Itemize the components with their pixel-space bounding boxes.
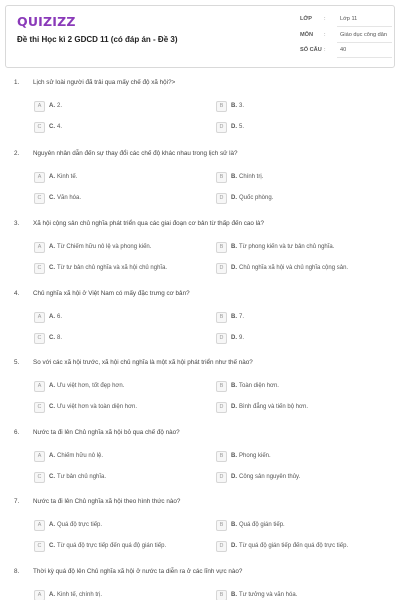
quizizz-logo: QUIZIZZ: [17, 14, 76, 29]
option-text: Từ Chiếm hữu nô lệ và phong kiến.: [57, 243, 152, 250]
option-text: Công sản nguyên thủy.: [239, 473, 301, 480]
option-checkbox[interactable]: D: [216, 263, 227, 274]
option-checkbox[interactable]: B: [216, 242, 227, 253]
option-letter: A.: [49, 173, 55, 180]
option-text: Tư tưởng và văn hóa.: [239, 591, 298, 598]
option-text: Kinh tế, chính trị.: [57, 591, 103, 598]
option-checkbox[interactable]: D: [216, 333, 227, 344]
option-letter: B.: [231, 243, 237, 250]
option-text: Tư bản chủ nghĩa.: [57, 473, 107, 480]
option-letter: B.: [231, 102, 237, 109]
question-text: Nguyên nhân dẫn đến sự thay đổi các chế độ khác nhau trong lịch sử là?: [33, 150, 238, 157]
worksheet-header: [5, 5, 395, 68]
option-letter: D.: [231, 542, 237, 549]
question-number: 3.: [14, 220, 20, 227]
option-letter: A.: [49, 243, 55, 250]
question-number: 7.: [14, 498, 20, 505]
option-checkbox[interactable]: B: [216, 381, 227, 392]
option-checkbox[interactable]: C: [34, 193, 45, 204]
meta-value: Giáo dục công dân: [340, 31, 387, 38]
option-text: Toàn diện hơn.: [239, 382, 279, 389]
option-letter: B.: [231, 382, 237, 389]
option-text: Chiếm hữu nô lệ.: [57, 452, 104, 459]
option-text: Ưu việt hơn, tốt đẹp hơn.: [57, 382, 125, 389]
worksheet-title: Đề thi Học kì 2 GDCD 11 (có đáp án - Đề 3): [17, 35, 178, 44]
option-letter: C.: [49, 264, 55, 271]
option-checkbox[interactable]: D: [216, 472, 227, 483]
question-item: [0, 150, 400, 220]
meta-value: Lớp 11: [340, 16, 358, 22]
question-text: Nước ta đi lên Chủ nghĩa xã hội theo hình thức nào?: [33, 498, 181, 505]
option-letter: D.: [231, 264, 237, 271]
option-text: Từ phong kiến và tư bản chủ nghĩa.: [239, 243, 335, 250]
option-letter: B.: [231, 452, 237, 459]
option-text: Phong kiến.: [239, 452, 271, 459]
option-letter: A.: [49, 591, 55, 598]
option-letter: B.: [231, 313, 237, 320]
option-text: 4.: [57, 123, 63, 130]
question-text: Nước ta đi lên Chủ nghĩa xã hội bỏ qua chế độ nào?: [33, 429, 180, 436]
option-text: 8.: [57, 334, 63, 341]
option-checkbox[interactable]: A: [34, 242, 45, 253]
meta-colon: :: [324, 16, 326, 22]
option-checkbox[interactable]: D: [216, 122, 227, 133]
option-text: Chủ nghĩa xã hội và chủ nghĩa cộng sản.: [239, 264, 349, 271]
question-number: 4.: [14, 290, 20, 297]
question-item: [0, 568, 400, 600]
meta-label: MÔN: [300, 31, 314, 38]
question-number: 1.: [14, 79, 20, 86]
option-letter: C.: [49, 403, 55, 410]
option-checkbox[interactable]: D: [216, 541, 227, 552]
option-letter: C.: [49, 194, 55, 201]
option-checkbox[interactable]: A: [34, 101, 45, 112]
question-item: [0, 220, 400, 290]
question-text: Chủ nghĩa xã hội ở Việt Nam có mấy đặc trưng cơ bản?: [33, 290, 190, 297]
option-checkbox[interactable]: A: [34, 312, 45, 323]
option-checkbox[interactable]: A: [34, 590, 45, 600]
question-text: Lịch sử loài người đã trải qua mấy chế độ xã hội?>: [33, 79, 176, 86]
option-text: Quốc phòng.: [239, 194, 274, 201]
question-item: [0, 290, 400, 360]
option-letter: B.: [231, 173, 237, 180]
meta-divider: [337, 42, 392, 43]
option-letter: A.: [49, 382, 55, 389]
question-item: [0, 79, 400, 149]
option-checkbox[interactable]: B: [216, 520, 227, 531]
option-checkbox[interactable]: A: [34, 451, 45, 462]
option-text: Từ tư bản chủ nghĩa và xã hội chủ nghĩa.: [57, 264, 168, 271]
option-text: Quá độ gián tiếp.: [239, 521, 285, 528]
option-text: Chính trị.: [239, 173, 264, 180]
option-checkbox[interactable]: B: [216, 101, 227, 112]
meta-value: 40: [340, 47, 347, 53]
option-checkbox[interactable]: A: [34, 381, 45, 392]
option-letter: A.: [49, 452, 55, 459]
option-letter: A.: [49, 313, 55, 320]
option-letter: A.: [49, 102, 55, 109]
option-letter: C.: [49, 542, 55, 549]
meta-divider: [337, 26, 392, 27]
option-letter: D.: [231, 473, 237, 480]
meta-row-grade: [300, 16, 392, 32]
option-checkbox[interactable]: C: [34, 402, 45, 413]
question-text: So với các xã hội trước, xã hội chủ nghĩa là một xã hội phát triển như thế nào?: [33, 359, 253, 366]
meta-colon: :: [324, 47, 326, 53]
option-text: Văn hóa.: [57, 194, 82, 201]
question-item: [0, 359, 400, 429]
option-letter: C.: [49, 473, 55, 480]
option-checkbox[interactable]: B: [216, 590, 227, 600]
option-text: Từ quá độ trực tiếp đến quá độ gián tiếp.: [57, 542, 167, 549]
option-checkbox[interactable]: C: [34, 333, 45, 344]
meta-row-subject: [300, 32, 392, 48]
question-number: 2.: [14, 150, 20, 157]
question-number: 8.: [14, 568, 20, 575]
option-letter: D.: [231, 403, 237, 410]
option-text: 7.: [239, 313, 245, 320]
question-item: [0, 429, 400, 499]
option-letter: D.: [231, 123, 237, 130]
option-checkbox[interactable]: C: [34, 541, 45, 552]
option-checkbox[interactable]: B: [216, 172, 227, 183]
option-text: 9.: [239, 334, 245, 341]
option-text: Quá độ trực tiếp.: [57, 521, 103, 528]
option-text: Kinh tế.: [57, 173, 78, 180]
question-text: Xã hội cộng sản chủ nghĩa phát triển qua các giai đoạn cơ bản từ thấp đến cao là?: [33, 220, 264, 227]
option-text: 3.: [239, 102, 245, 109]
question-text: Thời kỳ quá độ lên Chủ nghĩa xã hội ở nước ta diễn ra ở các lĩnh vực nào?: [33, 568, 243, 575]
option-text: Ưu việt hơn và toàn diện hơn.: [57, 403, 138, 410]
option-checkbox[interactable]: C: [34, 122, 45, 133]
option-letter: C.: [49, 123, 55, 130]
meta-label: SỐ CÂU: [300, 47, 322, 53]
question-item: [0, 498, 400, 568]
meta-colon: :: [324, 31, 326, 38]
option-text: Bình đẳng và tiến bộ hơn.: [239, 403, 308, 410]
meta-row-count: [300, 47, 392, 63]
option-checkbox[interactable]: D: [216, 402, 227, 413]
option-checkbox[interactable]: C: [34, 263, 45, 274]
worksheet-meta: [300, 16, 392, 63]
option-letter: D.: [231, 194, 237, 201]
option-checkbox[interactable]: A: [34, 172, 45, 183]
question-number: 6.: [14, 429, 20, 436]
option-text: 6.: [57, 313, 63, 320]
option-text: Từ quá độ gián tiếp đến quá độ trực tiếp.: [239, 542, 349, 549]
option-checkbox[interactable]: A: [34, 520, 45, 531]
question-number: 5.: [14, 359, 20, 366]
meta-label: LỚP: [300, 16, 312, 22]
option-text: 2.: [57, 102, 63, 109]
option-checkbox[interactable]: B: [216, 451, 227, 462]
option-letter: B.: [231, 591, 237, 598]
option-checkbox[interactable]: C: [34, 472, 45, 483]
option-text: 5.: [239, 123, 245, 130]
option-letter: C.: [49, 334, 55, 341]
option-checkbox[interactable]: B: [216, 312, 227, 323]
meta-divider: [337, 57, 392, 58]
option-letter: D.: [231, 334, 237, 341]
option-letter: B.: [231, 521, 237, 528]
option-letter: A.: [49, 521, 55, 528]
option-checkbox[interactable]: D: [216, 193, 227, 204]
